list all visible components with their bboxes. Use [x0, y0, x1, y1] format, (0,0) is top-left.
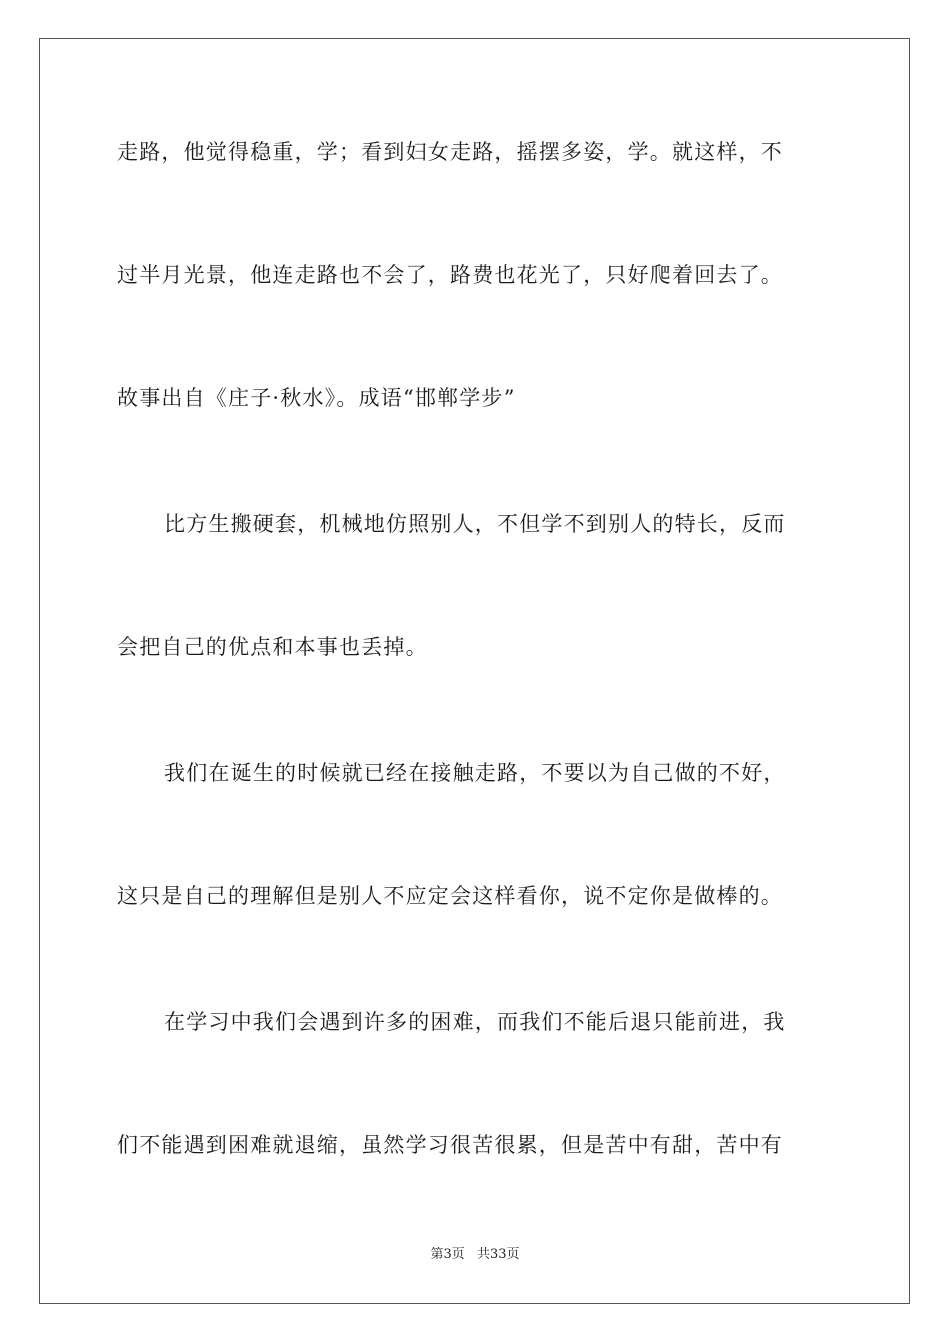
- current-page-label: 第3页: [430, 1247, 465, 1262]
- paragraph-start-line: 在学习中我们会遇到许多的困难，而我们不能后退只能前进，我: [164, 1010, 786, 1034]
- page-footer: [0, 1246, 950, 1264]
- text-line: 会把自己的优点和本事也丢掉。: [117, 635, 428, 659]
- text-line: 走路，他觉得稳重，学；看到妇女走路，摇摆多姿，学。就这样，不: [117, 140, 783, 164]
- page-border: [39, 38, 910, 1304]
- text-line: 这只是自己的理解但是别人不应定会这样看你，说不定你是做棒的。: [117, 884, 783, 908]
- paragraph-start-line: 比方生搬硬套，机械地仿照别人，不但学不到别人的特长，反而: [164, 512, 786, 536]
- text-line: 过半月光景，他连走路也不会了，路费也花光了，只好爬着回去了。: [117, 263, 783, 287]
- text-line: 故事出自《庄子·秋水》。成语“邯郸学步”: [117, 386, 516, 410]
- text-line: 们不能遇到困难就退缩，虽然学习很苦很累，但是苦中有甜，苦中有: [117, 1133, 783, 1157]
- total-pages-label: 共33页: [476, 1247, 520, 1262]
- paragraph-start-line: 我们在诞生的时候就已经在接触走路，不要以为自己做的不好，: [164, 761, 786, 785]
